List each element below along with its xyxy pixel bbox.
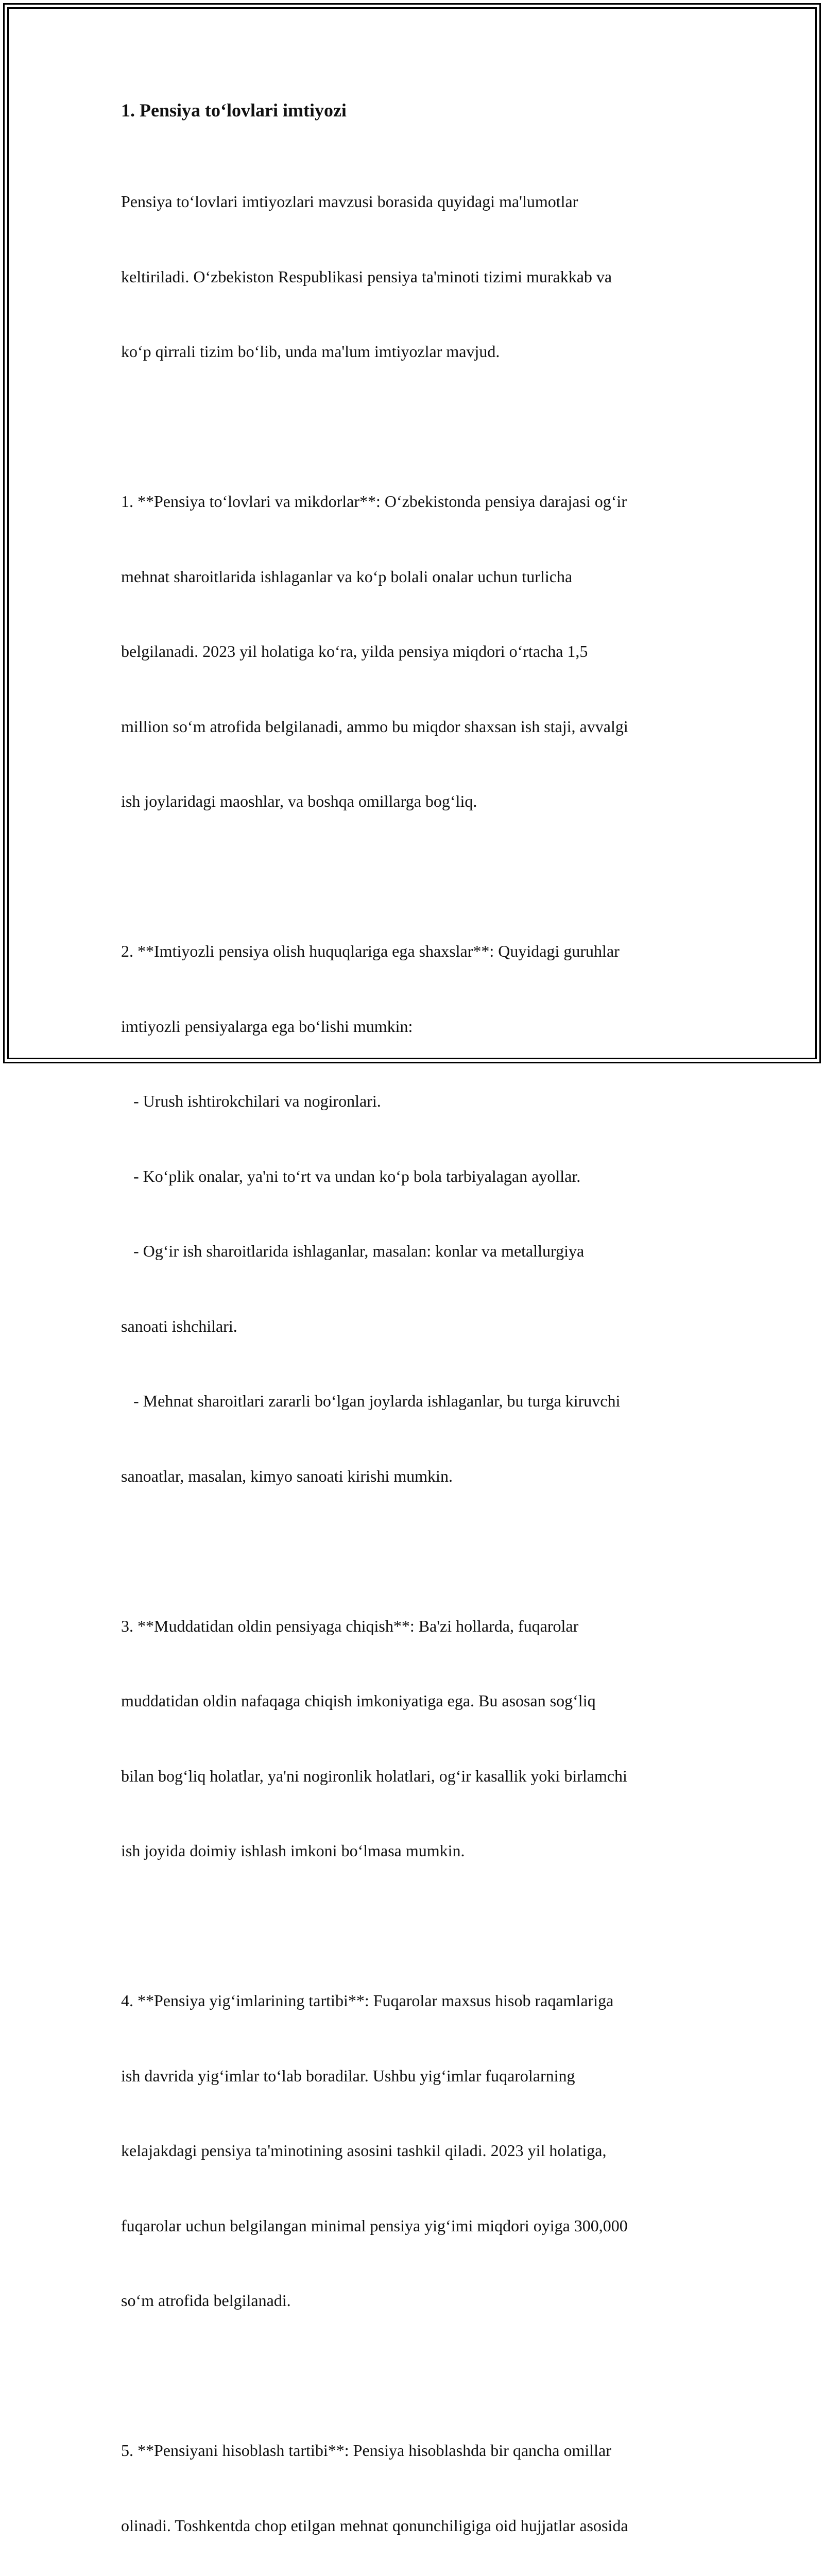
text-line: ish joylaridagi maoshlar, va boshqa omillarga bog‘liq.: [121, 792, 477, 810]
list-item-line: - Mehnat sharoitlari zararli bo‘lgan joylarda ishlaganlar, bu turga kiruvchi: [121, 1392, 621, 1410]
intro-paragraph: [121, 139, 708, 414]
text-line: million so‘m atrofida belgilanadi, ammo bu miqdor shaxsan ish staji, avvalgi: [121, 717, 628, 736]
text-line: ish joyida doimiy ishlash imkoni bo‘lmasa mumkin.: [121, 1841, 465, 1860]
text-line: 1. **Pensiya to‘lovlari va mikdorlar**: O‘zbekistonda pensiya darajasi og‘ir: [121, 492, 627, 511]
item-1-paragraph: [121, 439, 708, 864]
text-line: 3. **Muddatidan oldin pensiyaga chiqish**: Ba'zi hollarda, fuqarolar: [121, 1616, 579, 1635]
text-line: sanoatlar, masalan, kimyo sanoati kirishi mumkin.: [121, 1466, 453, 1485]
text-line: imtiyozli pensiyalarga ega bo‘lishi mumkin:: [121, 1016, 413, 1036]
text-line: so‘m atrofida belgilanadi.: [121, 2291, 291, 2310]
text-line: 5. **Pensiyani hisoblash tartibi**: Pensiya hisoblashda bir qancha omillar: [121, 2441, 611, 2460]
item-5-paragraph: [121, 2388, 708, 2576]
text-line: olinadi. Toshkentda chop etilgan mehnat qonunchiligiga oid hujjatlar asosida: [121, 2516, 628, 2535]
item-3-paragraph: [121, 1564, 708, 1913]
text-line: bilan bog‘liq holatlar, ya'ni nogironlik holatlari, og‘ir kasallik yoki birlamchi: [121, 1766, 627, 1785]
list-item-line: - Og‘ir ish sharoitlarida ishlaganlar, masalan: konlar va metallurgiya: [121, 1242, 585, 1260]
text-line: fuqarolar uchun belgilangan minimal pensiya yig‘imi miqdori oyiga 300,000: [121, 2216, 628, 2235]
text-line: sanoati ishchilari.: [121, 1316, 237, 1335]
list-item-line: - Urush ishtirokchilari va nogironlari.: [121, 1092, 381, 1110]
item-2-paragraph: [121, 889, 708, 1538]
text-line: 4. **Pensiya yig‘imlarining tartibi**: Fuqarolar maxsus hisob raqamlariga: [121, 1991, 614, 2010]
section-heading: 1. Pensiya to‘lovlari imtiyozi: [121, 100, 347, 121]
item-4-paragraph: [121, 1938, 708, 2363]
text-line: keltiriladi. O‘zbekiston Respublikasi pensiya ta'minoti tizimi murakkab va: [121, 267, 612, 286]
text-line: mehnat sharoitlarida ishlaganlar va ko‘p bolali onalar uchun turlicha: [121, 567, 573, 586]
text-line: 2. **Imtiyozli pensiya olish huquqlariga ega shaxslar**: Quyidagi guruhlar: [121, 942, 620, 960]
text-line: ko‘p qirrali tizim bo‘lib, unda ma'lum imtiyozlar mavjud.: [121, 342, 500, 361]
text-line: belgilanadi. 2023 yil holatiga ko‘ra, yilda pensiya miqdori o‘rtacha 1,5: [121, 642, 588, 660]
text-line: muddatidan oldin nafaqaga chiqish imkoniyatiga ega. Bu asosan sog‘liq: [121, 1691, 596, 1710]
text-line: Pensiya to‘lovlari imtiyozlari mavzusi borasida quyidagi ma'lumotlar: [121, 192, 578, 211]
list-item-line: - Ko‘plik onalar, ya'ni to‘rt va undan ko‘p bola tarbiyalagan ayollar.: [121, 1166, 581, 1185]
text-line: ish davrida yig‘imlar to‘lab boradilar. Ushbu yig‘imlar fuqarolarning: [121, 2066, 575, 2085]
text-line: kelajakdagi pensiya ta'minotining asosini tashkil qiladi. 2023 yil holatiga,: [121, 2141, 607, 2160]
document-body: [121, 98, 708, 2576]
